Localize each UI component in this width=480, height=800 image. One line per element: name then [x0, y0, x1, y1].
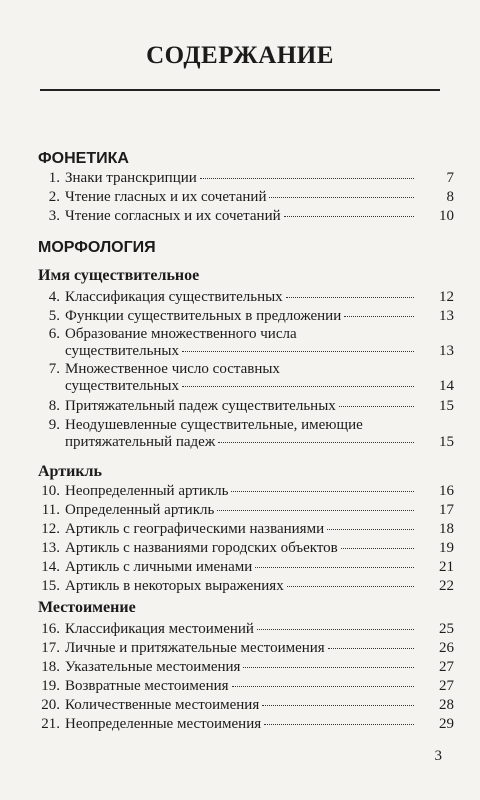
toc-entry-number: 8. — [48, 398, 60, 414]
toc-entry-number: 7. — [48, 361, 60, 377]
dot-leader — [286, 296, 414, 298]
dot-leader — [232, 685, 414, 687]
dot-leader — [264, 723, 414, 725]
toc-entry-title: существительных — [65, 343, 180, 359]
toc-entry-title: Чтение согласных и их сочетаний — [65, 208, 281, 224]
dot-leader — [328, 647, 414, 649]
toc-entry-title: Артикль с личными именами — [65, 559, 253, 575]
subsection-heading-noun: Имя существительное — [38, 267, 200, 284]
toc-entry-number: 13. — [41, 540, 60, 556]
toc-entry-page: 15 — [439, 434, 454, 450]
toc-entry-page: 26 — [439, 640, 454, 656]
toc-entry — [38, 539, 454, 557]
toc-entry-number: 1. — [48, 170, 60, 186]
toc-entry-number: 21. — [41, 716, 60, 732]
toc-entry-text-line — [65, 397, 414, 415]
toc-entry — [38, 677, 454, 695]
toc-entry-page: 21 — [439, 559, 454, 575]
toc-entry-title: Неопределенный артикль — [65, 483, 229, 499]
toc-entry — [38, 639, 454, 657]
toc-entry-number: 6. — [48, 326, 60, 342]
toc-entry-text-line — [65, 325, 414, 343]
toc-entry-text-line — [65, 639, 414, 657]
toc-entry-page: 15 — [439, 398, 454, 414]
toc-entry-text-line — [65, 577, 414, 595]
page-number: 3 — [434, 748, 442, 764]
toc-entry — [38, 307, 454, 325]
toc-entry-title: Указательные местоимения — [65, 659, 241, 675]
toc-entry-page: 12 — [439, 289, 454, 305]
toc-entry-text-line — [65, 620, 414, 638]
toc-entry — [38, 169, 454, 187]
toc-entry-title: Артикль с географическими названиями — [65, 521, 325, 537]
toc-entry-number: 14. — [41, 559, 60, 575]
toc-entry-title: Знаки транскрипции — [65, 170, 197, 186]
toc-entry — [38, 325, 454, 360]
toc-entry-page: 29 — [439, 716, 454, 732]
dot-leader — [327, 528, 414, 530]
toc-entry-number: 10. — [41, 483, 60, 499]
toc-entry-page: 27 — [439, 659, 454, 675]
toc-entry-title: Определенный артикль — [65, 502, 215, 518]
toc-entry-text-line — [65, 288, 414, 306]
subsection-heading-article: Артикль — [38, 463, 102, 480]
toc-entry-text-line — [65, 307, 414, 325]
toc-entry — [38, 501, 454, 519]
toc-entry-title: Функции существительных в предложении — [65, 308, 342, 324]
dot-leader — [231, 490, 414, 492]
toc-entry-number: 4. — [48, 289, 60, 305]
toc-entry-number: 19. — [41, 678, 60, 694]
toc-entry — [38, 360, 454, 395]
toc-entry-number: 5. — [48, 308, 60, 324]
toc-entry-text-line — [65, 520, 414, 538]
toc-entry-title: Образование множественного числа — [65, 326, 297, 342]
toc-entry-page: 19 — [439, 540, 454, 556]
toc-entry-page: 8 — [446, 189, 454, 205]
toc-entry — [38, 207, 454, 225]
dot-leader — [218, 441, 414, 443]
dot-leader — [243, 666, 414, 668]
dot-leader — [269, 196, 414, 198]
toc-entry — [38, 416, 454, 451]
toc-entry — [38, 520, 454, 538]
toc-entry-title: Количественные местоимения — [65, 697, 260, 713]
dot-leader — [217, 509, 414, 511]
toc-entry-text-line — [65, 501, 414, 519]
toc-entry — [38, 188, 454, 206]
toc-entry-text-line — [65, 342, 414, 360]
toc-entry-title: Артикль в некоторых выражениях — [65, 578, 284, 594]
toc-entry-page: 28 — [439, 697, 454, 713]
toc-entry-page: 13 — [439, 308, 454, 324]
toc-entry-page: 22 — [439, 578, 454, 594]
toc-entry-number: 15. — [41, 578, 60, 594]
toc-entry-title: Возвратные местоимения — [65, 678, 229, 694]
toc-entry-text-line — [65, 377, 414, 395]
dot-leader — [339, 405, 414, 407]
toc-entry — [38, 696, 454, 714]
dot-leader — [255, 566, 414, 568]
dot-leader — [287, 585, 414, 587]
toc-entry-number: 16. — [41, 621, 60, 637]
page-title: СОДЕРЖАНИЕ — [146, 42, 334, 69]
toc-entry-text-line — [65, 558, 414, 576]
toc-entry-title: Чтение гласных и их сочетаний — [65, 189, 267, 205]
toc-entry-text-line — [65, 539, 414, 557]
toc-entry-text-line — [65, 677, 414, 695]
toc-entry — [38, 658, 454, 676]
toc-entry-text-line — [65, 696, 414, 714]
dot-leader — [200, 177, 414, 179]
toc-entry-title: Неопределенные местоимения — [65, 716, 262, 732]
section-heading-morphology: МОРФОЛОГИЯ — [38, 239, 156, 256]
toc-entry-text-line — [65, 416, 414, 434]
toc-entry-text-line — [65, 433, 414, 451]
toc-entry-number: 11. — [41, 502, 60, 518]
toc-entry-text-line — [65, 715, 414, 733]
dot-leader — [262, 704, 414, 706]
title-divider — [40, 89, 440, 91]
toc-entry-page: 10 — [439, 208, 454, 224]
dot-leader — [344, 315, 414, 317]
toc-entry-title: притяжательный падеж — [65, 434, 216, 450]
toc-entry — [38, 482, 454, 500]
toc-entry-number: 3. — [48, 208, 60, 224]
toc-entry-number: 20. — [41, 697, 60, 713]
toc-entry — [38, 577, 454, 595]
toc-entry-number: 2. — [48, 189, 60, 205]
dot-leader — [341, 547, 414, 549]
toc-entry-page: 25 — [439, 621, 454, 637]
toc-entry-text-line — [65, 207, 414, 225]
toc-entry — [38, 620, 454, 638]
toc-entry-page: 27 — [439, 678, 454, 694]
toc-entry-number: 18. — [41, 659, 60, 675]
toc-entry-page: 14 — [439, 378, 454, 394]
subsection-heading-pronoun: Местоимение — [38, 599, 136, 616]
toc-entry — [38, 288, 454, 306]
toc-entry-text-line — [65, 658, 414, 676]
toc-entry-text-line — [65, 188, 414, 206]
toc-entry-title: Неодушевленные существительные, имеющие — [65, 417, 363, 433]
toc-entry-page: 13 — [439, 343, 454, 359]
dot-leader — [182, 385, 414, 387]
toc-entry-number: 12. — [41, 521, 60, 537]
toc-entry-page: 17 — [439, 502, 454, 518]
toc-entry — [38, 558, 454, 576]
toc-entry-title: Притяжательный падеж существительных — [65, 398, 336, 414]
toc-entry — [38, 397, 454, 415]
toc-entry-title: Множественное число составных — [65, 361, 280, 377]
toc-entry — [38, 715, 454, 733]
toc-entry-title: Артикль с названиями городских объектов — [65, 540, 338, 556]
toc-entry-text-line — [65, 482, 414, 500]
toc-entry-number: 17. — [41, 640, 60, 656]
toc-entry-number: 9. — [48, 417, 60, 433]
toc-entry-page: 7 — [446, 170, 454, 186]
section-heading-phonetics: ФОНЕТИКА — [38, 150, 129, 167]
toc-entry-text-line — [65, 360, 414, 378]
toc-entry-title: Классификация существительных — [65, 289, 283, 305]
toc-entry-page: 16 — [439, 483, 454, 499]
toc-entry-title: существительных — [65, 378, 180, 394]
dot-leader — [182, 350, 414, 352]
toc-entry-title: Классификация местоимений — [65, 621, 254, 637]
toc-entry-page: 18 — [439, 521, 454, 537]
toc-entry-text-line — [65, 169, 414, 187]
toc-entry-title: Личные и притяжательные местоимения — [65, 640, 325, 656]
dot-leader — [284, 215, 414, 217]
dot-leader — [257, 628, 414, 630]
